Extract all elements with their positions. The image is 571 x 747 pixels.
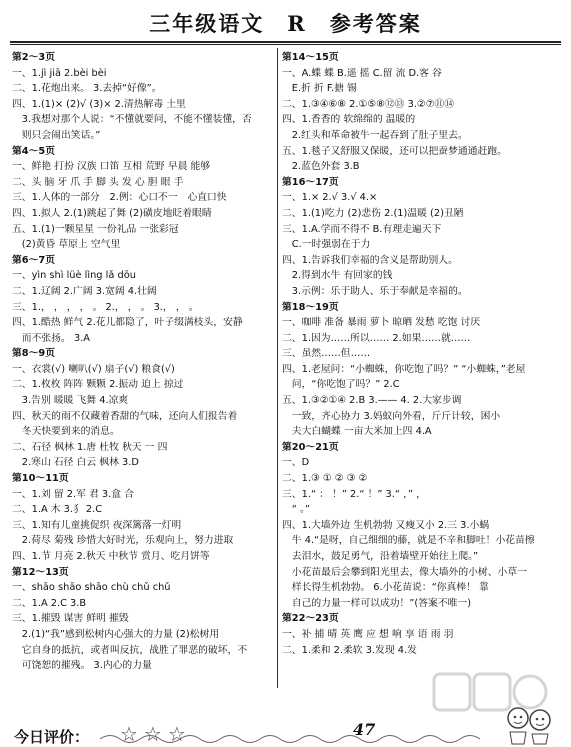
answer-line: 二、1.辽阔 2.广阔 3.宽阔 4.壮阔 — [12, 285, 157, 297]
answer-line: 2.(1)“我”感到松树内心强大的力量 (2)松树用 — [12, 628, 220, 640]
answer-line: 问，“你吃饱了吗？” 2.C — [282, 379, 400, 391]
section-heading: 第16～17页 — [282, 176, 339, 188]
answer-line: 二、头 脑 牙 爪 手 脚 头 发 心 胆 眼 手 — [12, 176, 184, 188]
answer-line: 二、1.A 木 3.犭 2.C — [12, 504, 103, 516]
answer-line: 一、1.× 2.√ 3.√ 4.× — [282, 192, 378, 204]
section-heading: 第20～21页 — [282, 441, 339, 453]
answer-line: 五、1.毯子又舒服又保暖，还可以把蚕梦通通赶跑。 — [282, 145, 507, 157]
answer-line: 2.红头和革命被牛一起吞到了肚子里去。 — [282, 129, 468, 141]
answer-line: 二、1.因为……所以…… 2.如果……就…… — [282, 332, 471, 344]
answer-line: 四、1.酷热 鲜气 2.花儿都隐了，叶子缀满枝头，安静 — [12, 317, 243, 329]
answer-line: 牛 4.“是呀，自己细细的藤，就是不辛和脚吐！小花苗擦 — [282, 535, 535, 547]
answer-line: 夫大白蝴蝶 一亩大米加上四 4.A — [282, 426, 432, 438]
answer-line: 样长得生机勃勃。 6.小花苗说：“你真棒！ 靠 — [282, 582, 489, 594]
answer-line: 四、1.告诉我们幸福的含义是帮助别人。 — [282, 254, 458, 266]
answer-line: 三、1.A.学而不得不 B.有理走遍天下 — [282, 223, 442, 235]
answer-line: 三、虽然……但…… — [282, 348, 371, 360]
answer-line: 二、1.(1)吃力 (2)悲伤 2.(1)温暖 (2)丑陋 — [282, 207, 464, 219]
answer-line: 3.我想对那个人说：“不懂就要问，不能不懂装懂，否 — [12, 114, 252, 126]
answer-line: 一、D — [282, 457, 310, 469]
answer-line: 冬天快要到来的消息。 — [12, 426, 120, 438]
answer-line: 一致，齐心协力 3.妈蚁向外看，斤斤计较，困小 — [282, 410, 501, 422]
answer-line: 3.告别 暖暖 飞舞 4.凉爽 — [12, 395, 129, 407]
answer-line: 三、1.， ， ， ， 。 2.， ， 。 3.， ， 。 — [12, 301, 199, 313]
section-heading: 第4～5页 — [12, 145, 56, 157]
answer-line: 二、1.③ ① ② ③ ② — [282, 473, 368, 485]
answer-line: 四、1.(1)× (2)√ (3)× 2.清热解毒 土里 — [12, 98, 186, 110]
section-heading: 第18～19页 — [282, 301, 339, 313]
answer-line: 二、1.柔和 2.柔软 3.发现 4.发 — [282, 644, 417, 656]
answer-line: 一、鲜艳 打扮 汉族 口笛 互相 荒野 早晨 能够 — [12, 161, 211, 173]
answer-line: 三、1.“ ： ！” 2.“ ！” 3.“ ，” ， — [282, 488, 426, 500]
answer-line: 四、1.拟人 2.(1)跳起了舞 (2)磺皮地眨着眼睛 — [12, 207, 212, 219]
answer-line: 2.蓝色外套 3.B — [282, 161, 360, 173]
answer-line: (2)黄昏 草原上 空气里 — [12, 239, 121, 251]
answer-line: 去泪水，鼓足勇气，沿着墙壁开始往上爬。” — [282, 551, 479, 562]
answer-line: C.一时强弱在于力 — [282, 239, 371, 251]
section-heading: 第14～15页 — [282, 52, 339, 63]
answer-line: 则只会闹出笑话。” — [12, 129, 101, 141]
section-heading: 第2～3页 — [12, 52, 56, 63]
answer-line: 可饶恕的摧残。 3.内心的力量 — [12, 660, 152, 672]
answer-line: 自己的力量一样可以成功！”(答案不唯一) — [282, 597, 472, 609]
answer-line: E.折 折 F.搪 锡 — [282, 83, 357, 95]
answer-column-left — [12, 50, 274, 674]
page-number: 47 — [353, 720, 376, 739]
section-heading: 第12～13页 — [12, 566, 69, 578]
answer-column-right — [282, 50, 562, 658]
answer-line: 一、1.jì jiā 2.bèi bèi — [12, 67, 107, 79]
answer-line: 2.荷尽 菊残 珍惜大好时光，乐观向上，努力进取 — [12, 535, 234, 547]
answer-line: 一、补 捕 晴 英 鹰 应 想 响 享 语 雨 羽 — [282, 628, 454, 640]
answer-line: 四、1.老屋问：“小蜘蛛，你吃饱了吗？” “小蜘蛛，”老屋 — [282, 363, 526, 375]
rating-stars-icon: ☆☆☆ — [120, 722, 192, 746]
answer-line: 二、1.A 2.C 3.B — [12, 597, 87, 609]
answer-line: 小花苗最后会攀到阳光里去，像大墙外的小树、小草一 — [282, 566, 527, 578]
answer-line: 2.得到水牛 有回家的钱 — [282, 270, 393, 282]
answer-line: 一、shāo shāo shāo chù chǔ chǔ — [12, 582, 171, 594]
watermark-stamp-icon — [430, 668, 550, 718]
page-title: 三年级语文 R 参考答案 — [149, 11, 422, 36]
answer-line: 三、1.摧毁 谋害 鲜明 摧毁 — [12, 613, 129, 625]
answer-line: 一、A.蝶 蝶 B.遥 摇 C.留 流 D.客 谷 — [282, 67, 442, 79]
answer-line: 二、1.花炮出来。 3.去掉“好像”。 — [12, 83, 162, 95]
daily-evaluation-label: 今日评价： — [14, 728, 90, 746]
section-heading: 第8～9页 — [12, 348, 56, 360]
answer-line: 一、1.刘 留 2.军 君 3.盒 合 — [12, 488, 134, 500]
answer-line: 二、1.枚枚 阵阵 颗颗 2.振动 迫上 掠过 — [12, 379, 184, 391]
answer-line: 一、衣裳(√) 喇叭(√) 扇子(√) 粮食(√) — [12, 363, 175, 375]
answer-line: 三、1.知有儿童挑促织 夜深篱落一灯明 — [12, 519, 182, 531]
answer-line: 四、1.节 月亮 2.秋天 中秋节 赏月、吃月饼等 — [12, 551, 210, 562]
answer-line: 四、秋天的雨不仅藏着香甜的气味，还向人们报告着 — [12, 410, 238, 422]
answer-line: 五、1.(1)一颗星星 一份礼品 一张彩冠 — [12, 223, 179, 235]
answer-line: 一、咖啡 准备 暴雨 萝卜 晾晒 发愁 吃饱 讨厌 — [282, 317, 481, 329]
column-divider — [277, 48, 278, 688]
answer-line: 二、1.③④⑥⑧ 2.①⑤⑧⑫⑬ 3.②⑦⑪⑭ — [282, 98, 455, 110]
header-rule-thin — [10, 44, 561, 45]
section-heading: 第22～23页 — [282, 613, 339, 625]
answer-line: “ 。” — [282, 504, 310, 516]
section-heading: 第10～11页 — [12, 473, 69, 485]
answer-line: 2.寒山 石径 白云 枫林 3.D — [12, 457, 139, 469]
answer-line: 它自身的抵抗，或者叫反抗，战胜了罪恶的破坏，不 — [12, 644, 248, 656]
answer-line: 三、1.人体的一部分 2.例：心口不一 心直口快 — [12, 192, 227, 204]
answer-line: 四、1.大墙外边 生机勃勃 又瘦又小 2.三 3.小蜗 — [282, 519, 490, 531]
answer-line: 一、yìn shì lüè lìng lǎ dōu — [12, 270, 136, 282]
answer-line: 二、石径 枫林 1.唐 杜牧 秋天 一 四 — [12, 441, 168, 453]
section-heading: 第6～7页 — [12, 254, 56, 266]
answer-line: 五、1.③②①④ 2.B 3.—— 4. 2.大家步调 — [282, 395, 462, 407]
answer-line: 3.示例：乐于助人、乐于奉献是幸福的。 — [282, 285, 468, 297]
answer-line: 四、1.香香的 软绵绵的 温暖的 — [282, 114, 416, 126]
decorative-wave-icon — [100, 732, 480, 746]
header-rule — [10, 41, 561, 43]
answer-line: 而不张扬。 3.A — [12, 332, 90, 344]
